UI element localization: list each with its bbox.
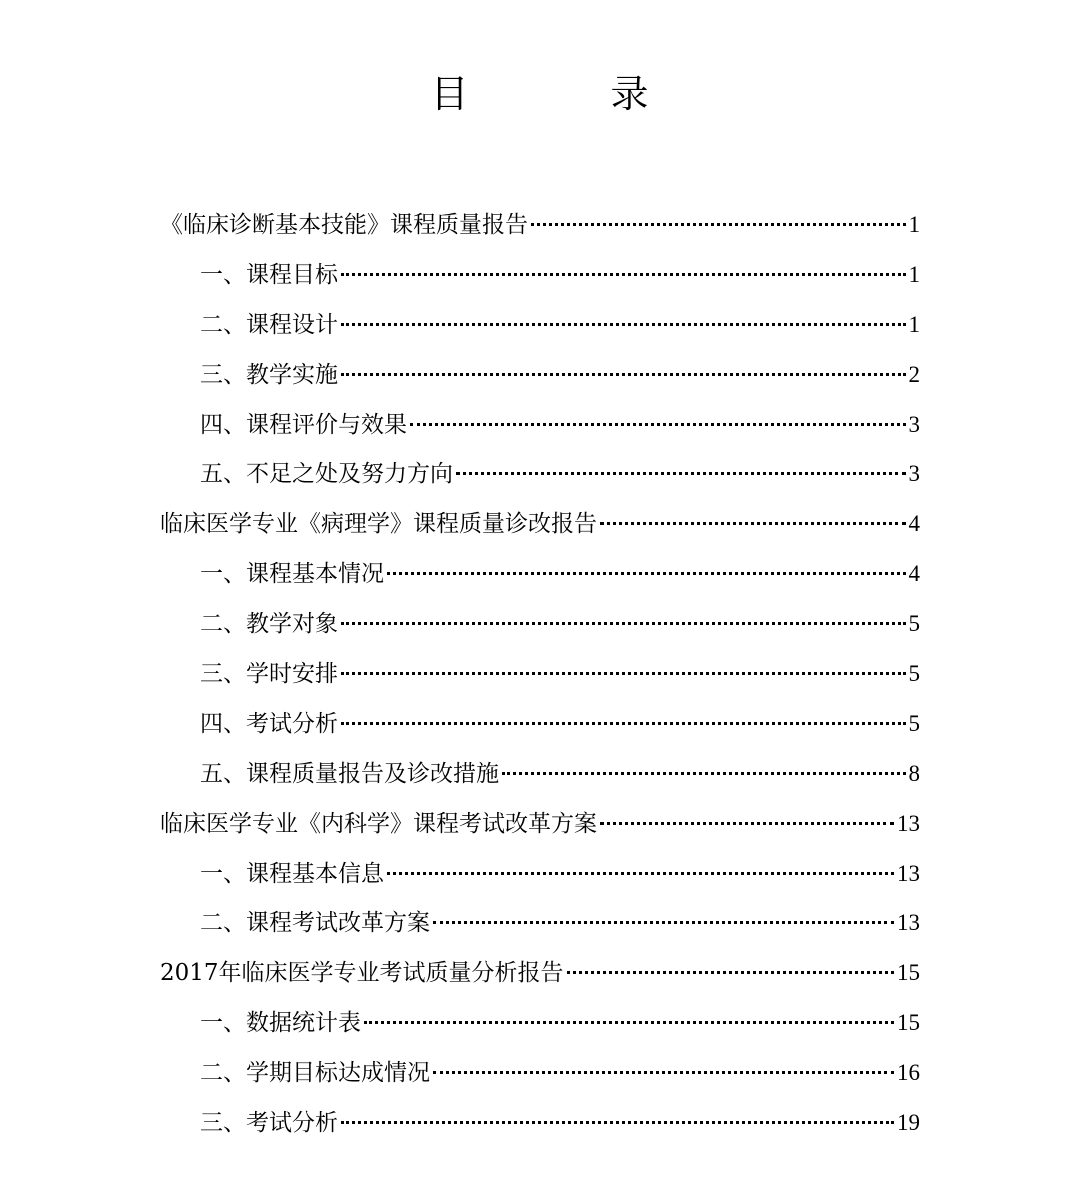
toc-entry-label: 一、课程基本情况 — [200, 561, 384, 588]
toc-entry-page: 1 — [908, 212, 920, 237]
dot-leader — [567, 971, 894, 974]
toc-entry-page: 19 — [897, 1110, 920, 1136]
toc-entry-page: 3 — [908, 411, 920, 437]
toc-entry[interactable] — [160, 948, 920, 998]
toc-entry-label: 《临床诊断基本技能》课程质量报告 — [160, 212, 528, 238]
toc-entry-label: 五、课程质量报告及诊改措施 — [200, 760, 499, 787]
dot-leader — [433, 921, 894, 924]
toc-entry-label: 2017年临床医学专业考试质量分析报告 — [160, 960, 564, 987]
toc-entry-page: 13 — [897, 860, 920, 886]
toc-entry-label: 三、考试分析 — [200, 1110, 338, 1137]
toc-entry-label: 临床医学专业《病理学》课程质量诊改报告 — [160, 511, 597, 538]
toc-entry-page: 13 — [897, 810, 920, 836]
toc-entry[interactable] — [160, 799, 920, 849]
dot-leader — [387, 872, 894, 875]
toc-entry-page: 4 — [908, 511, 920, 537]
toc-entry-page: 13 — [897, 910, 920, 936]
dot-leader — [410, 423, 906, 426]
toc-entry[interactable] — [160, 250, 920, 300]
dot-leader — [433, 1071, 894, 1074]
dot-leader — [600, 822, 894, 825]
toc-entry-page: 5 — [908, 710, 920, 736]
toc-entry-label: 二、课程考试改革方案 — [200, 910, 430, 937]
toc-entry-label: 三、学时安排 — [200, 661, 338, 688]
toc-entry-label: 四、课程评价与效果 — [200, 411, 407, 438]
toc-entry[interactable] — [160, 350, 920, 400]
dot-leader — [341, 373, 906, 376]
dot-leader — [341, 672, 906, 675]
dot-leader — [387, 572, 906, 575]
toc-entry[interactable] — [160, 449, 920, 499]
toc-entry[interactable] — [160, 849, 920, 899]
toc-entry[interactable] — [160, 749, 920, 799]
toc-entry[interactable] — [160, 499, 920, 549]
toc-entry-label: 四、考试分析 — [200, 710, 338, 737]
dot-leader — [600, 522, 906, 525]
dot-leader — [341, 1121, 894, 1124]
dot-leader — [341, 722, 906, 725]
toc-entry-page: 15 — [897, 1010, 920, 1036]
toc-entry-page: 5 — [908, 611, 920, 637]
dot-leader — [341, 622, 906, 625]
dot-leader — [341, 323, 906, 326]
toc-entry-page: 3 — [908, 461, 920, 487]
toc-entry-label: 二、教学对象 — [200, 611, 338, 638]
toc-entry-page: 4 — [908, 561, 920, 587]
toc-entry[interactable] — [160, 998, 920, 1048]
toc-entry-label: 二、课程设计 — [200, 311, 338, 338]
toc-entry-label: 一、课程基本信息 — [200, 860, 384, 887]
toc-entry[interactable] — [160, 699, 920, 749]
table-of-contents — [160, 200, 920, 1148]
toc-entry[interactable] — [160, 300, 920, 350]
toc-entry-page: 5 — [908, 661, 920, 687]
toc-entry[interactable] — [160, 649, 920, 699]
toc-entry[interactable] — [160, 549, 920, 599]
toc-entry-label: 五、不足之处及努力方向 — [200, 461, 453, 488]
toc-entry[interactable] — [160, 200, 920, 250]
toc-entry[interactable] — [160, 400, 920, 450]
toc-entry-page: 15 — [897, 960, 920, 986]
toc-entry-page: 1 — [908, 311, 920, 337]
toc-entry[interactable] — [160, 1048, 920, 1098]
toc-entry[interactable] — [160, 599, 920, 649]
dot-leader — [502, 772, 906, 775]
toc-entry-label: 二、学期目标达成情况 — [200, 1060, 430, 1087]
dot-leader — [364, 1021, 894, 1024]
toc-entry[interactable] — [160, 898, 920, 948]
toc-entry-page: 1 — [908, 261, 920, 287]
toc-entry-label: 一、课程目标 — [200, 261, 338, 288]
dot-leader — [341, 273, 906, 276]
toc-entry-page: 8 — [908, 760, 920, 786]
toc-entry-label: 三、教学实施 — [200, 361, 338, 388]
dot-leader — [531, 223, 906, 226]
toc-entry-label: 一、数据统计表 — [200, 1010, 361, 1037]
toc-entry[interactable] — [160, 1098, 920, 1148]
page-title: 目 录 — [430, 72, 701, 116]
toc-entry-label: 临床医学专业《内科学》课程考试改革方案 — [160, 810, 597, 837]
toc-entry-page: 2 — [908, 361, 920, 387]
toc-entry-page: 16 — [897, 1060, 920, 1086]
dot-leader — [456, 472, 906, 475]
